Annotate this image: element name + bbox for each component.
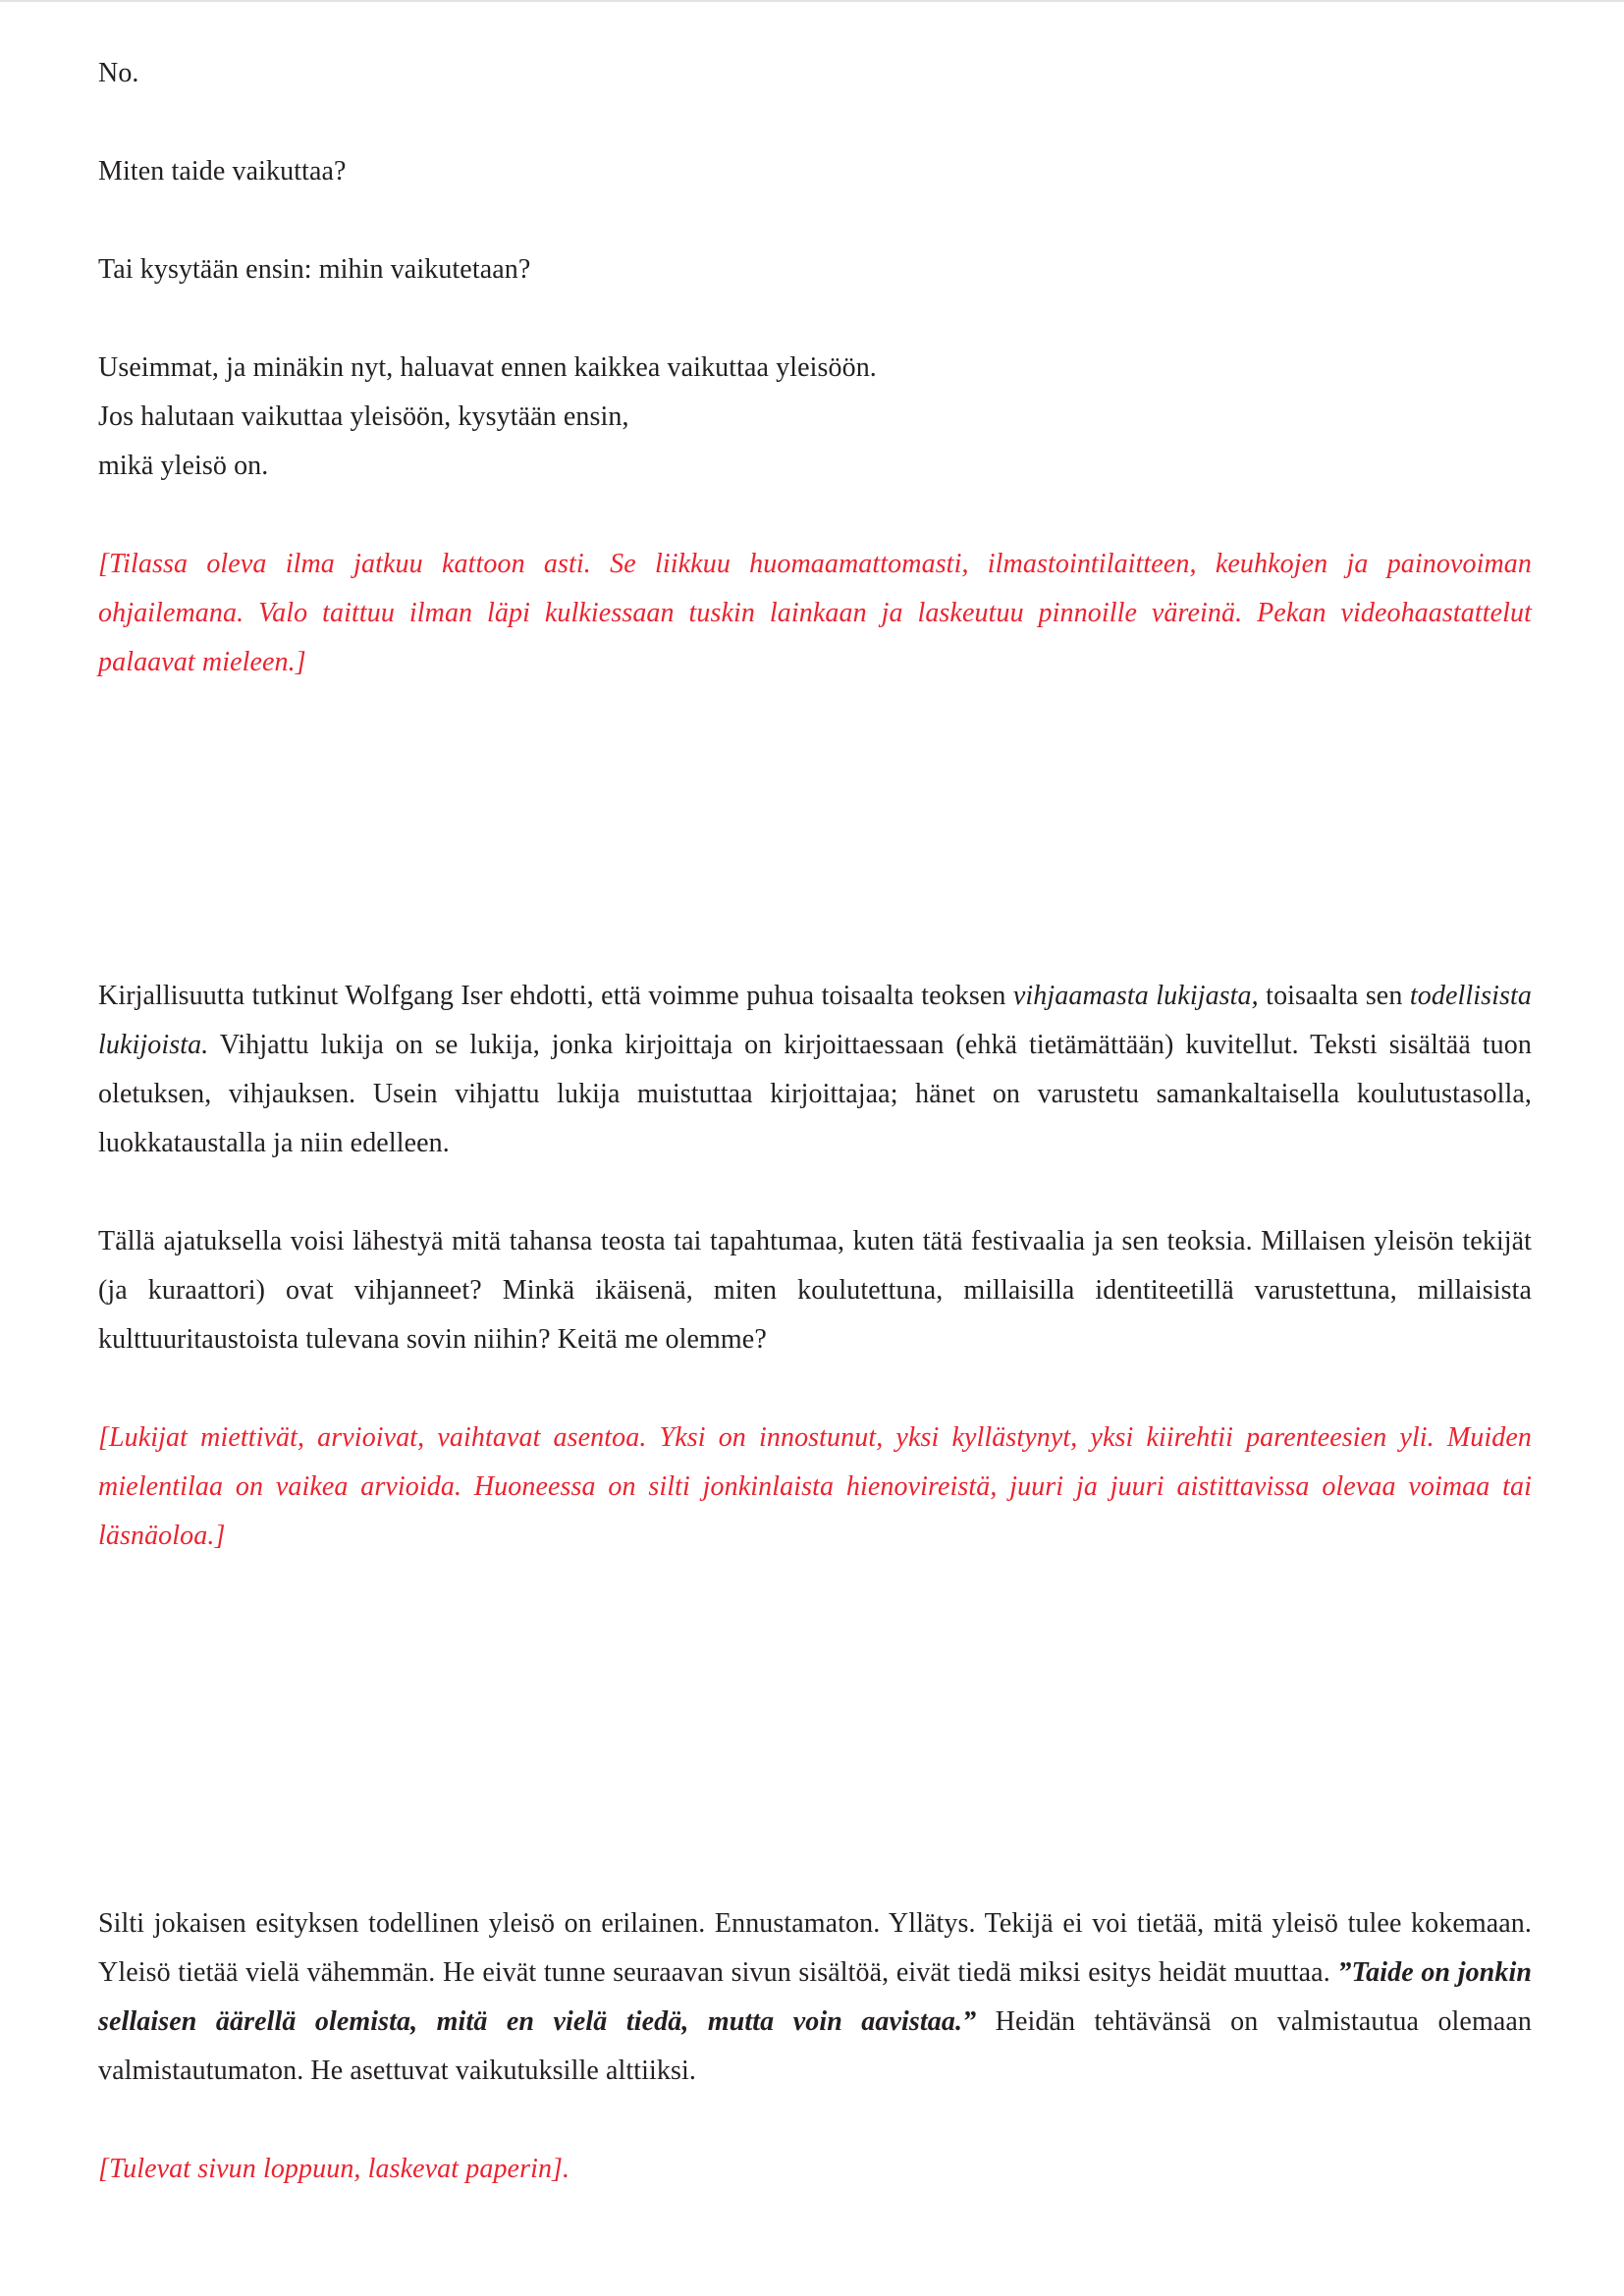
paragraph-question-1: [98, 147, 1532, 196]
paragraph-approach: [98, 1217, 1532, 1364]
text-run: [Lukijat miettivät, arvioivat, vaihtavat asentoa. Yksi on innostunut, yksi kyllästynyt, yksi kiirehtii parenteesien yli. Muiden mielentilaa on vaikea arvioida. Huoneessa on silti jonkinlaista hienovireistä, juuri ja juuri aistittavissa olevaa voimaa tai läsnäoloa.]: [98, 1422, 1532, 1551]
text-run: Tällä ajatuksella voisi lähestyä mitä tahansa teosta tai tapahtumaa, kuten tätä festivaalia ja sen teoksia. Millaisen yleisön tekijät (ja kuraattori) ovat vihjanneet? Minkä ikäisenä, miten koulutettuna, millaisilla identiteetillä varustettuna, millaisista kulttuuritaustoista tulevana sovin niihin? Keitä me olemme?: [98, 1226, 1532, 1355]
page-top-edge: [0, 0, 1624, 2]
paragraph-real-audience: [98, 1899, 1532, 2096]
text-run: toisaalta sen: [1258, 981, 1410, 1011]
paragraph-no: [98, 49, 1532, 98]
text-run: Vihjattu lukija on se lukija, jonka kirjoittaja on kirjoittaessaan (ehkä tietämättään) kuvitellut. Teksti sisältää tuon oletuksen, vihjauksen. Usein vihjattu lukija muistuttaa kirjoittajaa; hänet on varustetu samankaltaisella koulutustasolla, luokkataustalla ja niin edelleen.: [98, 1030, 1532, 1158]
text-run: [Tilassa oleva ilma jatkuu kattoon asti. Se liikkuu huomaamattomasti, ilmastointilaitteen, keuhkojen ja painovoiman ohjailemana. Valo taittuu ilman läpi kulkiessaan tuskin lainkaan ja laskeutuu pinnoille väreinä. Pekan videohaastattelut palaavat mieleen.]: [98, 549, 1532, 677]
stage-direction-3: [98, 2145, 1532, 2194]
text-run: vihjaamasta lukijasta,: [1012, 981, 1259, 1011]
text-run: ”Taide on jonkin sellaisen äärellä olemista, mitä en vielä tiedä, mutta voin aavistaa.”: [98, 1957, 1532, 2037]
text-run: Jos halutaan vaikuttaa yleisöön, kysytään ensin,: [98, 401, 629, 432]
text-run: todellisista lukijoista.: [98, 981, 1532, 1060]
stage-direction-1: [98, 540, 1532, 687]
stage-direction-2: [98, 1414, 1532, 1561]
text-run: Tai kysytään ensin: mihin vaikutetaan?: [98, 254, 531, 285]
text-run: Useimmat, ja minäkin nyt, haluavat ennen kaikkea vaikuttaa yleisöön.: [98, 352, 877, 383]
paragraph-audience: [98, 344, 1532, 491]
text-run: Heidän tehtävänsä on valmistautua olemaan valmistautumaton. He asettuvat vaikutuksille alttiiksi.: [98, 2006, 1532, 2086]
paragraph-question-2: [98, 245, 1532, 294]
paragraph-iser: [98, 972, 1532, 1168]
text-run: Kirjallisuutta tutkinut Wolfgang Iser ehdotti, että voimme puhua toisaalta teoksen: [98, 981, 1013, 1011]
text-run: [Tulevat sivun loppuun, laskevat paperin].: [98, 2154, 570, 2184]
text-run: Miten taide vaikuttaa?: [98, 156, 347, 187]
text-run: mikä yleisö on.: [98, 451, 269, 481]
text-run: Silti jokaisen esityksen todellinen yleisö on erilainen. Ennustamaton. Yllätys. Tekijä ei voi tietää, mitä yleisö tulee kokemaan. Yleisö tietää vielä vähemmän. He eivät tunne seuraavan sivun sisältöä, eivät tiedä miksi esitys heidät muuttaa.: [98, 1908, 1532, 1988]
text-run: No.: [98, 58, 139, 88]
